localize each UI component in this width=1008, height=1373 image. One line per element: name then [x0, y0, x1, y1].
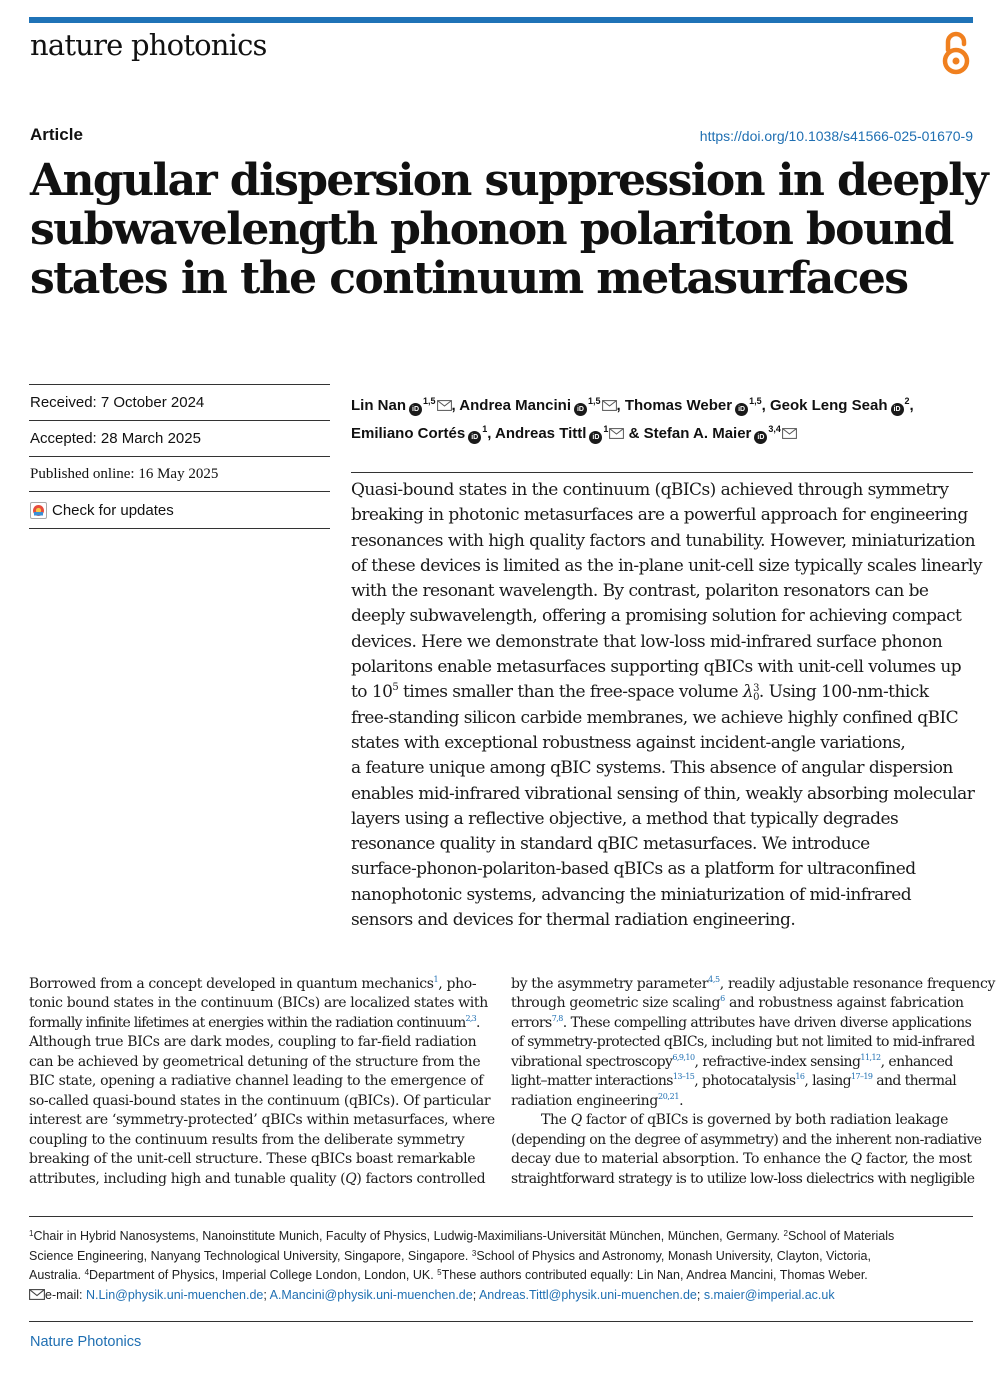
author-name: Lin Nan [351, 397, 406, 414]
abstract-line: Quasi-bound states in the continuum (qBICs) achieved through symmetry [351, 480, 949, 500]
abstract-line: to $10^5$ times smaller than the free-space volume λ 3 0 . Using 100-nm-thick [351, 682, 929, 704]
body-line: Borrowed from a concept developed in quantum mechanics$^1$, pho- [29, 975, 477, 992]
author-affiliation: 1,5 [587, 396, 601, 406]
email-link[interactable]: Andreas.Tittl@physik.uni-muenchen.de [478, 1288, 697, 1303]
body-line: radiation engineering$^{20,21}$. [511, 1091, 684, 1109]
body-line: Although true BICs are dark modes, coupling to far-field radiation [29, 1034, 477, 1051]
body-line: formally infinite lifetimes at energies within the radiation continuum$^{2,3}$. [29, 1013, 480, 1031]
received-date: Received: 7 October 2024 [29, 385, 330, 421]
affiliation-line: Australia. $^4$Department of Physics, Imperial College London, London, UK. $^5$These authors contributed equally: Lin Nan, Andrea Mancini, Thomas Weber. [29, 1268, 868, 1283]
email-link[interactable]: A.Mancini@physik.uni-muenchen.de [269, 1288, 473, 1303]
abstract-line: devices. Here we demonstrate that low-loss mid-infrared surface phonon [351, 631, 943, 652]
author-name: Stefan A. Maier [643, 424, 752, 442]
author[interactable] [644, 425, 797, 442]
abstract-line: polaritons enable metasurfaces supporting qBICs with unit-cell volumes up [351, 657, 962, 678]
author-affiliation: 1,5 [423, 396, 436, 406]
abstract-line: free-standing silicon carbide membranes, we achieve highly confined qBIC [351, 707, 959, 728]
body-line: coupling to the continuum results from the deliberate symmetry [29, 1131, 465, 1148]
article-history [29, 384, 330, 529]
author-separator: & [624, 424, 644, 442]
body-line: of symmetry-protected qBICs, including but not limited to mid-infrared [511, 1034, 975, 1051]
body-column-left [29, 975, 495, 1189]
body-line: BIC state, opening a radiative channel leading to the emergence of [29, 1073, 484, 1090]
author[interactable] [351, 397, 452, 414]
header-accent-rule [29, 17, 973, 23]
abstract-line: states with exceptional robustness against incident-angle variations, [351, 732, 906, 753]
journal-name: nature photonics [30, 28, 267, 62]
abstract-line: resonance quality in standard qBIC metasurfaces. We introduce [351, 834, 870, 855]
orcid-icon[interactable]: iD [589, 431, 602, 444]
abstract-line: layers using a reflective objective, a method that typically degrades [351, 808, 899, 829]
open-access-icon [938, 30, 974, 76]
envelope-icon[interactable] [782, 428, 797, 439]
author-separator: , [761, 397, 770, 414]
email-link[interactable]: N.Lin@physik.uni-muenchen.de [85, 1288, 264, 1303]
author-name: Thomas Weber [624, 397, 733, 414]
author[interactable] [495, 425, 624, 442]
crossmark-icon [30, 502, 47, 519]
article-type: Article [30, 125, 83, 144]
author-separator: , [451, 397, 460, 414]
abstract-line: sensors and devices for thermal radiation engineering. [351, 910, 796, 931]
footer-journal-name: Nature Photonics [30, 1334, 142, 1350]
author-separator: , [487, 424, 495, 442]
abstract-line: of these devices is limited as the in-plane unit-cell size typically scales linearly [351, 555, 982, 576]
abstract-line: nanophotonic systems, advancing the miniaturization of mid-infrared [351, 884, 912, 905]
affiliation-line: Science Engineering, Nanyang Technological University, Singapore, Singapore. $^3$School of Physics and Astronomy, Monash University, Clayton, Victoria, [29, 1248, 871, 1263]
body-line: light–matter interactions$^{13-15}$, photocatalysis$^{16}$, lasing$^{17-19}$ and thermal [511, 1072, 957, 1090]
abstract-line: breaking in photonic metasurfaces are a powerful approach for engineering [351, 505, 968, 526]
envelope-icon[interactable] [602, 400, 617, 411]
author[interactable] [770, 397, 910, 414]
orcid-icon[interactable]: iD [574, 403, 587, 416]
footnote-rule [29, 1216, 973, 1217]
body-column-right [511, 975, 996, 1189]
abstract-line: deeply subwavelength, offering a promising solution for achieving compact [351, 606, 962, 627]
body-line: by the asymmetry parameter$^{4,5}$, readily adjustable resonance frequency [511, 975, 996, 992]
check-for-updates-button[interactable] [29, 492, 330, 529]
author-list [351, 390, 976, 445]
author-affiliation: 3,4 [768, 423, 781, 434]
orcid-icon[interactable]: iD [409, 403, 422, 416]
body-line: so-called quasi-bound states in the continuum (qBICs). Of particular [29, 1092, 491, 1109]
author-name: Geok Leng Seah [769, 397, 888, 414]
body-line: decay due to material absorption. To enhance the Q factor, the most [511, 1151, 972, 1168]
affiliation-line: $^1$Chair in Hybrid Nanosystems, Nanoinstitute Munich, Faculty of Physics, Ludwig-Maximilians-Universität München, München, Germany. $^2$School of Materials [29, 1229, 895, 1243]
author[interactable] [459, 397, 616, 414]
body-line: vibrational spectroscopy$^{6,9,10}$, refractive-index sensing$^{11,12}$, enhanced [511, 1052, 953, 1070]
title-line: Angular dispersion suppression in deeply [30, 155, 988, 206]
abstract-line: with the resonant wavelength. By contrast, polariton resonators can be [351, 581, 929, 602]
article-title [30, 155, 988, 304]
author-name: Emiliano Cortés [351, 424, 466, 442]
footer-rule [29, 1321, 973, 1322]
affiliations [29, 1227, 973, 1306]
body-line: attributes, including high and tunable quality (Q) factors controlled [29, 1170, 486, 1187]
orcid-icon[interactable]: iD [754, 431, 767, 444]
body-line: breaking of the unit-cell structure. These qBICs boast remarkable [29, 1151, 476, 1168]
body-line: errors$^{7,8}$. These compelling attributes have driven diverse applications [511, 1013, 972, 1031]
author-affiliation: 1 [482, 423, 488, 434]
body-line: (depending on the degree of asymmetry) and the inherent non-radiative [511, 1131, 982, 1148]
author-affiliation: 1 [603, 423, 609, 434]
orcid-icon[interactable]: iD [891, 403, 904, 416]
abstract-line: surface-phonon-polariton-based qBICs as a platform for ultraconfined [351, 859, 916, 880]
author-name: Andreas Tittl [495, 424, 587, 442]
abstract [351, 478, 982, 933]
author-separator: , [616, 397, 625, 414]
title-line: subwavelength phonon polariton bound [30, 204, 953, 255]
envelope-icon[interactable] [609, 428, 624, 439]
check-for-updates-label: Check for updates [52, 501, 174, 519]
author-name: Andrea Mancini [459, 397, 571, 414]
envelope-icon [29, 1289, 45, 1300]
body-line: can be achieved by geometrical detuning of the structure from the [29, 1053, 481, 1070]
body-line: interest are ‘symmetry-protected’ qBICs within metasurfaces, where [29, 1112, 495, 1129]
author[interactable] [351, 425, 487, 442]
body-line: through geometric size scaling$^6$ and robustness against fabrication [511, 994, 964, 1012]
abstract-line: a feature unique among qBIC systems. This absence of angular dispersion [351, 758, 953, 779]
body-line: The Q factor of qBICs is governed by both radiation leakage [541, 1112, 949, 1129]
orcid-icon[interactable]: iD [468, 431, 481, 444]
abstract-line: enables mid-infrared vibrational sensing of thin, weakly absorbing molecular [351, 783, 975, 804]
author-affiliation: 2 [904, 396, 910, 406]
abstract-line: resonances with high quality factors and tunability. However, miniaturization [351, 530, 976, 551]
body-line: straightforward strategy is to utilize low-loss dielectrics with negligible [511, 1170, 975, 1187]
author-separator: , [909, 397, 914, 414]
abstract-rule [351, 472, 973, 473]
body-line: tonic bound states in the continuum (BICs) are localized states with [29, 995, 488, 1012]
doi-link[interactable]: https://doi.org/10.1038/s41566-025-01670-9 [699, 128, 973, 144]
envelope-icon[interactable] [437, 400, 452, 411]
email-link[interactable]: s.maier@imperial.ac.uk [703, 1288, 835, 1303]
email-line: e-mail: N.Lin@physik.uni-muenchen.de; A.Mancini@physik.uni-muenchen.de; Andreas.Tittl@physik.uni-muenchen.de; s.maier@imperial.ac.uk [29, 1286, 973, 1306]
title-line: states in the continuum metasurfaces [30, 253, 908, 304]
published-date: Published online: 16 May 2025 [29, 457, 330, 492]
accepted-date: Accepted: 28 March 2025 [29, 421, 330, 457]
orcid-icon[interactable]: iD [735, 403, 748, 416]
author-affiliation: 1,5 [749, 396, 762, 406]
author[interactable] [625, 397, 762, 414]
